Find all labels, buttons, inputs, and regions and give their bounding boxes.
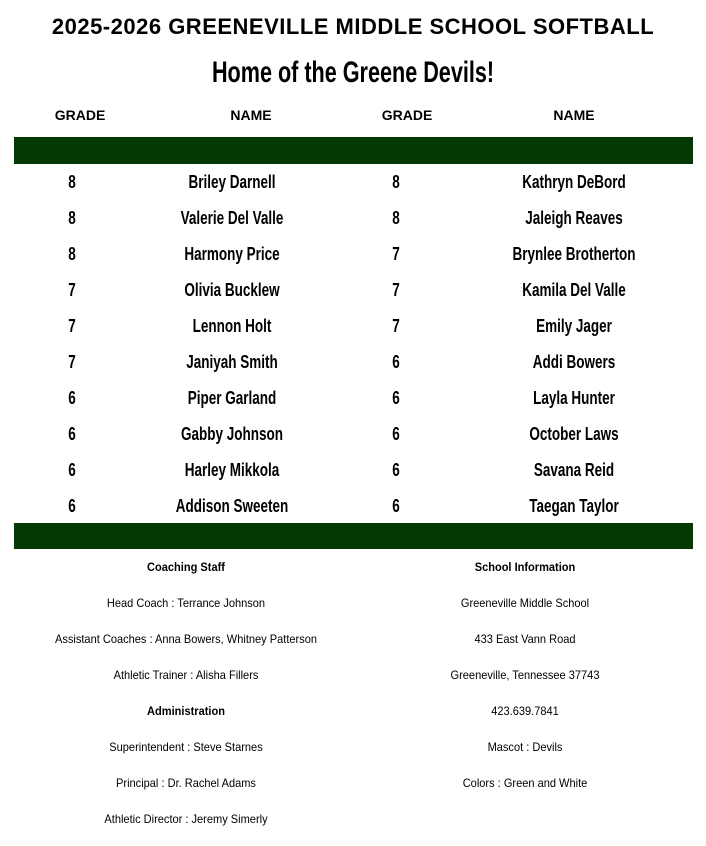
roster-grade-cell: [391, 172, 401, 193]
roster-name-text: Harmony Price: [184, 244, 280, 264]
roster-name-cell: [171, 352, 293, 373]
roster-name-text: Briley Darnell: [188, 172, 276, 192]
info-text: Principal : Dr. Rachel Adams: [116, 776, 256, 790]
roster-name-text: Brynlee Brotherton: [512, 244, 636, 264]
roster-name-cell: [519, 388, 628, 409]
roster-name-text: Kathryn DeBord: [522, 172, 626, 192]
roster-name-cell: [168, 244, 295, 265]
info-line: [110, 776, 262, 790]
roster-grade-text: 6: [392, 388, 400, 408]
roster-grade-cell: [67, 388, 77, 409]
roster-name-text: Valerie Del Valle: [180, 208, 284, 228]
roster-name-text: Layla Hunter: [533, 388, 615, 408]
roster-grade-text: 7: [68, 280, 76, 300]
roster-name-cell: [173, 388, 291, 409]
roster-name-cell: [180, 316, 285, 337]
roster-name-text: Taegan Taylor: [529, 496, 619, 516]
roster-grade-cell: [67, 316, 77, 337]
info-text: Coaching Staff: [147, 560, 225, 574]
header-name-2: NAME: [553, 107, 595, 123]
info-text: Greeneville, Tennessee 37743: [450, 668, 600, 682]
roster-grade-text: 8: [68, 208, 76, 228]
roster-grade-cell: [67, 280, 77, 301]
roster-name-cell: [157, 496, 307, 517]
roster-grade-text: 6: [392, 496, 400, 516]
info-line: [97, 812, 274, 826]
roster-name-text: Piper Garland: [187, 388, 277, 408]
info-text: Superintendent : Steve Starnes: [109, 740, 263, 754]
roster-grade-text: 8: [392, 172, 400, 192]
roster-grade-text: 7: [392, 316, 400, 336]
page-title: 2025-2026 GREENEVILLE MIDDLE SCHOOL SOFTBALL: [51, 14, 655, 39]
roster-grade-cell: [67, 172, 77, 193]
info-heading: [470, 560, 579, 574]
info-text: Head Coach : Terrance Johnson: [106, 596, 266, 610]
page-subtitle: [157, 56, 549, 90]
roster-name-cell: [174, 172, 290, 193]
info-line: [484, 740, 565, 754]
info-text: Athletic Trainer : Alisha Fillers: [113, 668, 259, 682]
info-line: [455, 596, 594, 610]
roster-grade-cell: [391, 460, 401, 481]
roster-name-text: Gabby Johnson: [180, 424, 284, 444]
header-name-1: NAME: [230, 107, 272, 123]
header-grade-1: GRADE: [54, 107, 106, 123]
info-line: [107, 668, 264, 682]
roster-name-text: Savana Reid: [533, 460, 615, 480]
info-line: [44, 632, 329, 646]
header-grade-2: GRADE: [381, 107, 433, 123]
info-text: Athletic Director : Jeremy Simerly: [104, 812, 268, 826]
roster-grade-cell: [391, 388, 401, 409]
top-divider-bar: [14, 137, 693, 164]
roster-grade-text: 6: [68, 388, 76, 408]
roster-grade-cell: [391, 244, 401, 265]
info-line: [444, 668, 606, 682]
roster-grade-cell: [391, 496, 401, 517]
roster-grade-text: 6: [68, 496, 76, 516]
roster-name-cell: [509, 208, 639, 229]
info-line: [488, 704, 561, 718]
roster-grade-cell: [391, 280, 401, 301]
roster-grade-cell: [391, 316, 401, 337]
info-line: [457, 776, 592, 790]
roster-name-text: Emily Jager: [536, 316, 612, 336]
info-text: Administration: [147, 704, 225, 718]
roster-name-cell: [520, 460, 627, 481]
info-text: Assistant Coaches : Anna Bowers, Whitney Patterson: [54, 632, 318, 646]
roster-grade-text: 6: [68, 424, 76, 444]
roster-name-cell: [514, 424, 633, 445]
info-text: Greeneville Middle School: [460, 596, 590, 610]
roster-grade-cell: [391, 352, 401, 373]
roster-grade-text: 7: [392, 244, 400, 264]
roster-name-cell: [163, 208, 300, 229]
roster-grade-cell: [67, 244, 77, 265]
info-heading: [144, 560, 229, 574]
info-line: [100, 596, 272, 610]
roster-grade-text: 6: [68, 460, 76, 480]
roster-name-cell: [514, 496, 633, 517]
info-text: Colors : Green and White: [462, 776, 588, 790]
info-text: 423.639.7841: [491, 704, 559, 718]
roster-name-cell: [523, 316, 624, 337]
roster-grade-text: 6: [392, 424, 400, 444]
roster-name-text: Addi Bowers: [532, 352, 616, 372]
roster-name-cell: [519, 352, 629, 373]
roster-name-cell: [492, 244, 656, 265]
roster-name-text: Kamila Del Valle: [522, 280, 626, 300]
roster-name-cell: [164, 424, 300, 445]
roster-name-text: Harley Mikkola: [184, 460, 280, 480]
roster-grade-cell: [67, 352, 77, 373]
roster-name-cell: [505, 280, 643, 301]
info-text: School Information: [474, 560, 576, 574]
roster-name-cell: [168, 280, 295, 301]
roster-grade-cell: [391, 208, 401, 229]
roster-grade-cell: [67, 208, 77, 229]
roster-name-text: October Laws: [529, 424, 619, 444]
info-heading: [144, 704, 229, 718]
subtitle-text: Home of the Greene Devils!: [211, 56, 495, 89]
roster-name-text: Addison Sweeten: [175, 496, 289, 516]
bottom-divider-bar: [14, 523, 693, 549]
roster-grade-cell: [67, 460, 77, 481]
roster-grade-cell: [391, 424, 401, 445]
roster-name-text: Olivia Bucklew: [184, 280, 280, 300]
roster-grade-text: 7: [68, 316, 76, 336]
info-line: [103, 740, 270, 754]
roster-grade-text: 8: [68, 244, 76, 264]
roster-name-cell: [505, 172, 643, 193]
roster-grade-cell: [67, 496, 77, 517]
roster-grade-text: 6: [392, 460, 400, 480]
roster-name-text: Jaleigh Reaves: [525, 208, 623, 228]
info-text: 433 East Vann Road: [474, 632, 576, 646]
roster-grade-text: 6: [392, 352, 400, 372]
roster-grade-text: 8: [68, 172, 76, 192]
roster-grade-text: 8: [392, 208, 400, 228]
info-line: [470, 632, 580, 646]
roster-grade-text: 7: [392, 280, 400, 300]
roster-name-cell: [169, 460, 295, 481]
roster-grade-text: 7: [68, 352, 76, 372]
roster-grade-cell: [67, 424, 77, 445]
info-text: Mascot : Devils: [487, 740, 563, 754]
roster-name-text: Janiyah Smith: [186, 352, 278, 372]
roster-name-text: Lennon Holt: [192, 316, 272, 336]
